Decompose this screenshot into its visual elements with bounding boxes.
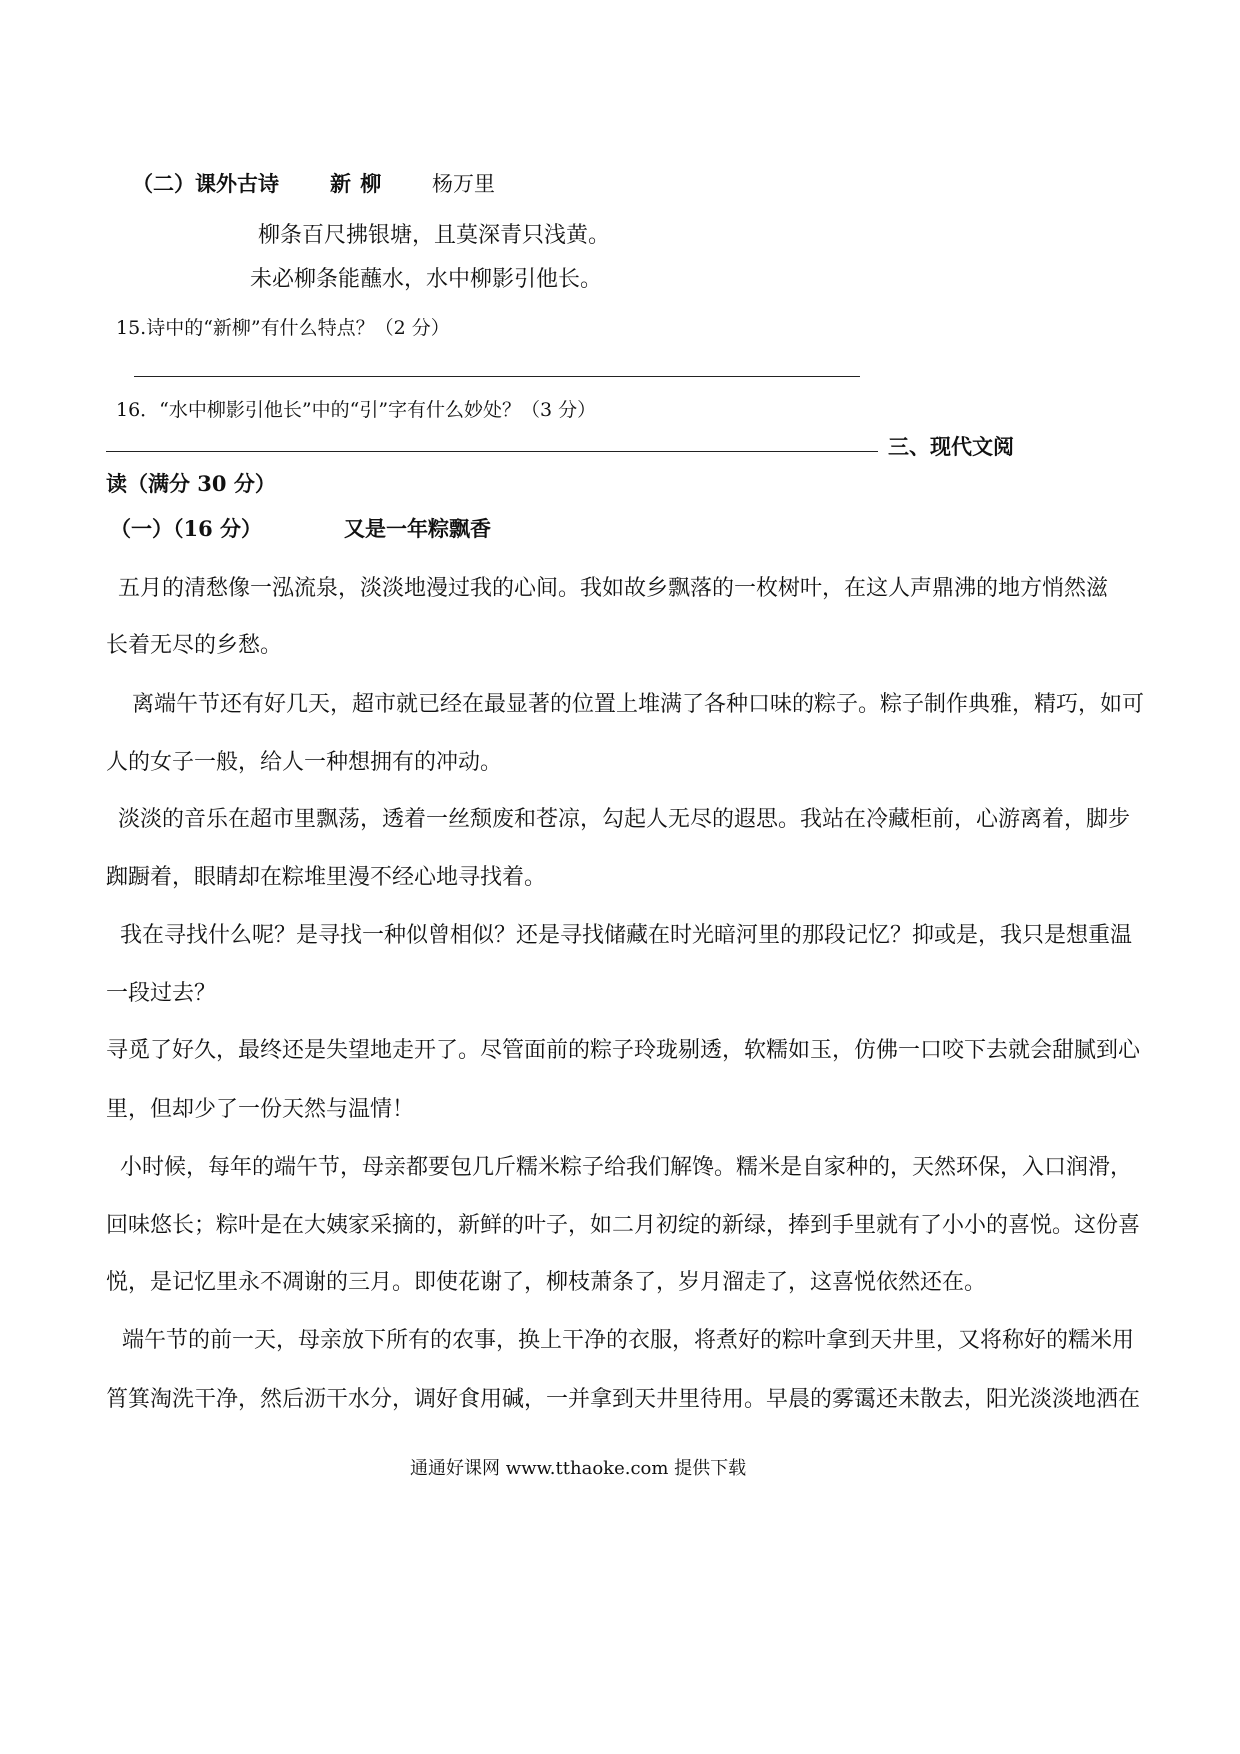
poem-title: 新 柳 bbox=[330, 171, 383, 196]
answer-line-15 bbox=[134, 376, 860, 377]
article-line: 筲箕淘洗干净，然后沥干水分，调好食用碱，一并拿到天井里待用。早晨的雾霭还未散去，阳光淡淡地洒在 bbox=[106, 1387, 1141, 1412]
article-label: （一）（16 分） bbox=[110, 516, 263, 541]
poem-line-1: 柳条百尺拂银塘，且莫深青只浅黄。 bbox=[258, 223, 611, 248]
article-line: 小时候，每年的端午节，母亲都要包几斤糯米粽子给我们解馋。糯米是自家种的，天然环保，入口润滑， bbox=[120, 1155, 1133, 1180]
article-line: 我在寻找什么呢？是寻找一种似曾相似？还是寻找储藏在时光暗河里的那段记忆？抑或是，我只是想重温 bbox=[120, 923, 1133, 948]
article-line: 踟蹰着，眼睛却在粽堆里漫不经心地寻找着。 bbox=[106, 865, 547, 890]
article-line: 回味悠长；粽叶是在大姨家采摘的，新鲜的叶子，如二月初绽的新绿，捧到手里就有了小小的喜悦。这份喜 bbox=[106, 1213, 1141, 1238]
poem-section-heading: （二）课外古诗 bbox=[132, 171, 279, 196]
poem-author: 杨万里 bbox=[432, 172, 495, 196]
article-title: 又是一年粽飘香 bbox=[344, 516, 491, 541]
section3-heading-part2: 读（满分 30 分） bbox=[106, 471, 276, 496]
answer-line-16 bbox=[106, 451, 878, 452]
section3-heading-part1: 三、现代文阅 bbox=[888, 434, 1014, 459]
article-line: 寻觅了好久，最终还是失望地走开了。尽管面前的粽子玲珑剔透，软糯如玉，仿佛一口咬下去就会甜腻到心 bbox=[106, 1038, 1141, 1063]
article-line: 淡淡的音乐在超市里飘荡，透着一丝颓废和苍凉，勾起人无尽的遐思。我站在冷藏柜前，心游离着，脚步 bbox=[118, 807, 1131, 832]
article-line: 长着无尽的乡愁。 bbox=[106, 633, 283, 658]
article-line: 人的女子一般，给人一种想拥有的冲动。 bbox=[106, 750, 503, 775]
article-line: 里，但却少了一份天然与温情！ bbox=[106, 1097, 415, 1122]
article-line: 悦，是记忆里永不凋谢的三月。即使花谢了，柳枝萧条了，岁月溜走了，这喜悦依然还在。 bbox=[106, 1270, 987, 1295]
article-line: 五月的清愁像一泓流泉，淡淡地漫过我的心间。我如故乡飘落的一枚树叶，在这人声鼎沸的地方悄然滋 bbox=[118, 576, 1109, 601]
page-footer: 通通好课网 www.tthaoke.com 提供下载 bbox=[410, 1458, 747, 1479]
question-15: 15.诗中的“新柳”有什么特点？（2 分） bbox=[116, 317, 450, 339]
article-line: 端午节的前一天，母亲放下所有的农事，换上干净的衣服，将煮好的粽叶拿到天井里，又将称好的糯米用 bbox=[122, 1328, 1135, 1353]
article-line: 离端午节还有好几天，超市就已经在最显著的位置上堆满了各种口味的粽子。粽子制作典雅，精巧，如可 bbox=[132, 692, 1145, 717]
article-line: 一段过去？ bbox=[106, 981, 217, 1006]
question-16: 16．“水中柳影引他长”中的“引”字有什么妙处？（3 分） bbox=[116, 399, 597, 421]
poem-line-2: 未必柳条能蘸水，水中柳影引他长。 bbox=[250, 267, 603, 292]
